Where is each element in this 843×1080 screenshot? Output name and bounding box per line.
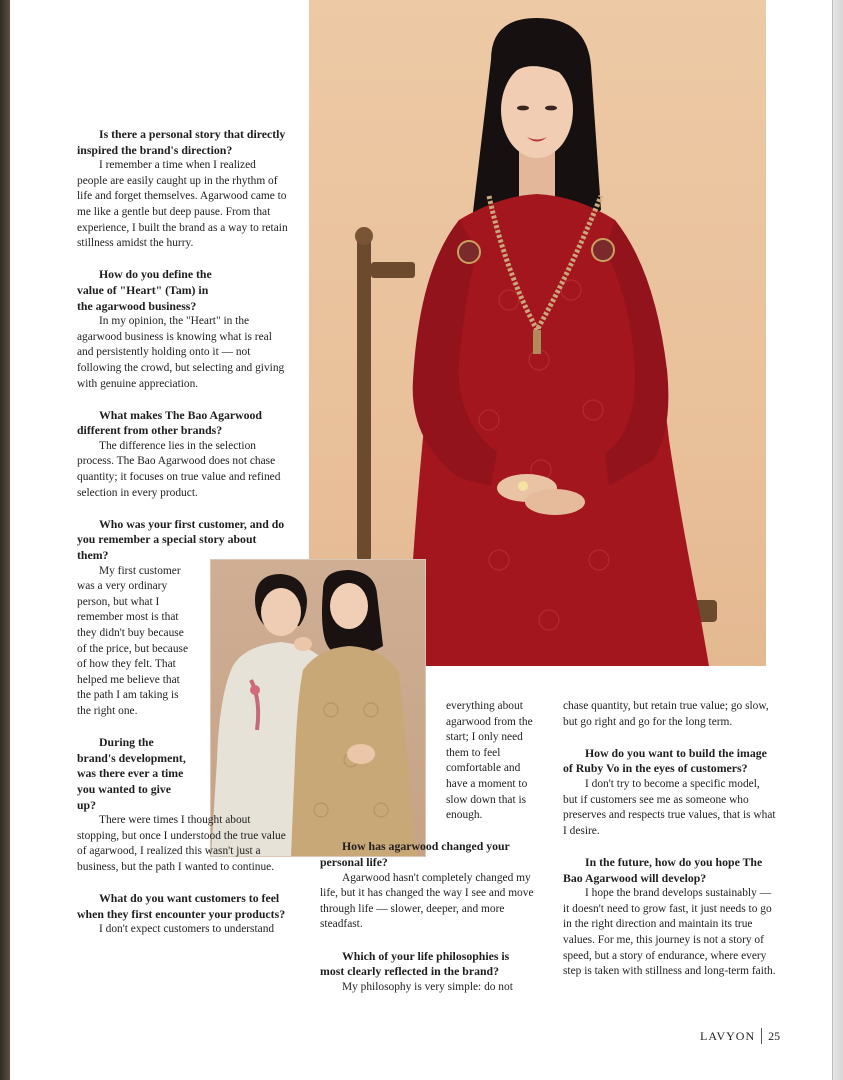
answer-paragraph: In my opinion, the "Heart" in the agarwood business is knowing what is real and persistently holding onto it — not following the crowd, but selecting and giving with genuine appreciation. <box>77 315 285 390</box>
question-heading: In the future, how do you hope The Bao Agarwood will develop? <box>563 854 763 885</box>
text-column-2 <box>320 699 534 995</box>
page-footer <box>700 1027 780 1045</box>
answer-paragraph: My first customer was a very ordinary person, but what I remember most is that they didn't buy because of the price, but because of how they felt. That helped me believe that the path I am taking is the right one. <box>77 564 189 717</box>
question-heading: What makes The Bao Agarwood different from other brands? <box>77 407 262 438</box>
answer-paragraph: There were times I thought about stopping, but once I understood the true value of agarwood, I realized this wasn't just a business, but the path I wanted to continue. <box>77 814 286 873</box>
page-number: 25 <box>768 1028 781 1043</box>
footer-divider <box>761 1028 762 1044</box>
page-edge-right <box>832 0 843 1080</box>
answer-paragraph: Agarwood hasn't completely changed my life, but it has changed the way I see and move through life — slower, deeper, and more steadfast. <box>320 871 534 931</box>
question-heading: Is there a personal story that directly inspired the brand's direction? <box>77 127 286 157</box>
question-heading: Which of your life philosophies is most clearly reflected in the brand? <box>320 948 510 979</box>
page-edge-left <box>0 0 10 1080</box>
brand-name: LAVYON <box>700 1028 756 1043</box>
answer-paragraph: I don't expect customers to understand <box>99 923 275 936</box>
text-column-1 <box>77 127 289 938</box>
answer-paragraph: My philosophy is very simple: do not <box>342 980 513 993</box>
answer-paragraph: I remember a time when I realized people are easily caught up in the rhythm of life and forget themselves. Agarwood came to me like a gentle but deep pause. From that experience, I built the brand as a way to retain stillness amidst the hurry. <box>77 159 288 250</box>
answer-paragraph: I don't try to become a specific model, but if customers see me as someone who preserves and respects true values, that is what I desire. <box>563 777 776 837</box>
question-heading: Who was your first customer, and do you remember a special story about them? <box>77 516 285 563</box>
question-heading: How has agarwood changed your personal life? <box>320 839 510 869</box>
answer-paragraph: chase quantity, but retain true value; go slow, but go right and go for the long term. <box>563 700 769 728</box>
question-heading: During the brand's development, was there ever a time you wanted to give up? <box>77 735 186 812</box>
answer-paragraph: I hope the brand develops sustainably — it doesn't need to grow fast, it just needs to go in the right direction and maintain its true values. For me, this journey is not a story of speed, but a story of endurance, where every step is taken with stillness and long-term faith. <box>563 887 776 978</box>
question-heading: What do you want customers to feel when they first encounter your products? <box>77 891 286 921</box>
text-column-3 <box>563 699 777 980</box>
answer-paragraph: everything about agarwood from the start; I only need them to feel comfortable and have a moment to slow down that is enough. <box>446 700 533 822</box>
question-heading: How do you define the value of "Heart" (Tam) in the agarwood business? <box>77 267 212 313</box>
answer-paragraph: The difference lies in the selection process. The Bao Agarwood does not chase quantity; it focuses on true value and refined selection in every product. <box>77 439 281 499</box>
question-heading: How do you want to build the image of Ruby Vo in the eyes of customers? <box>563 745 767 776</box>
